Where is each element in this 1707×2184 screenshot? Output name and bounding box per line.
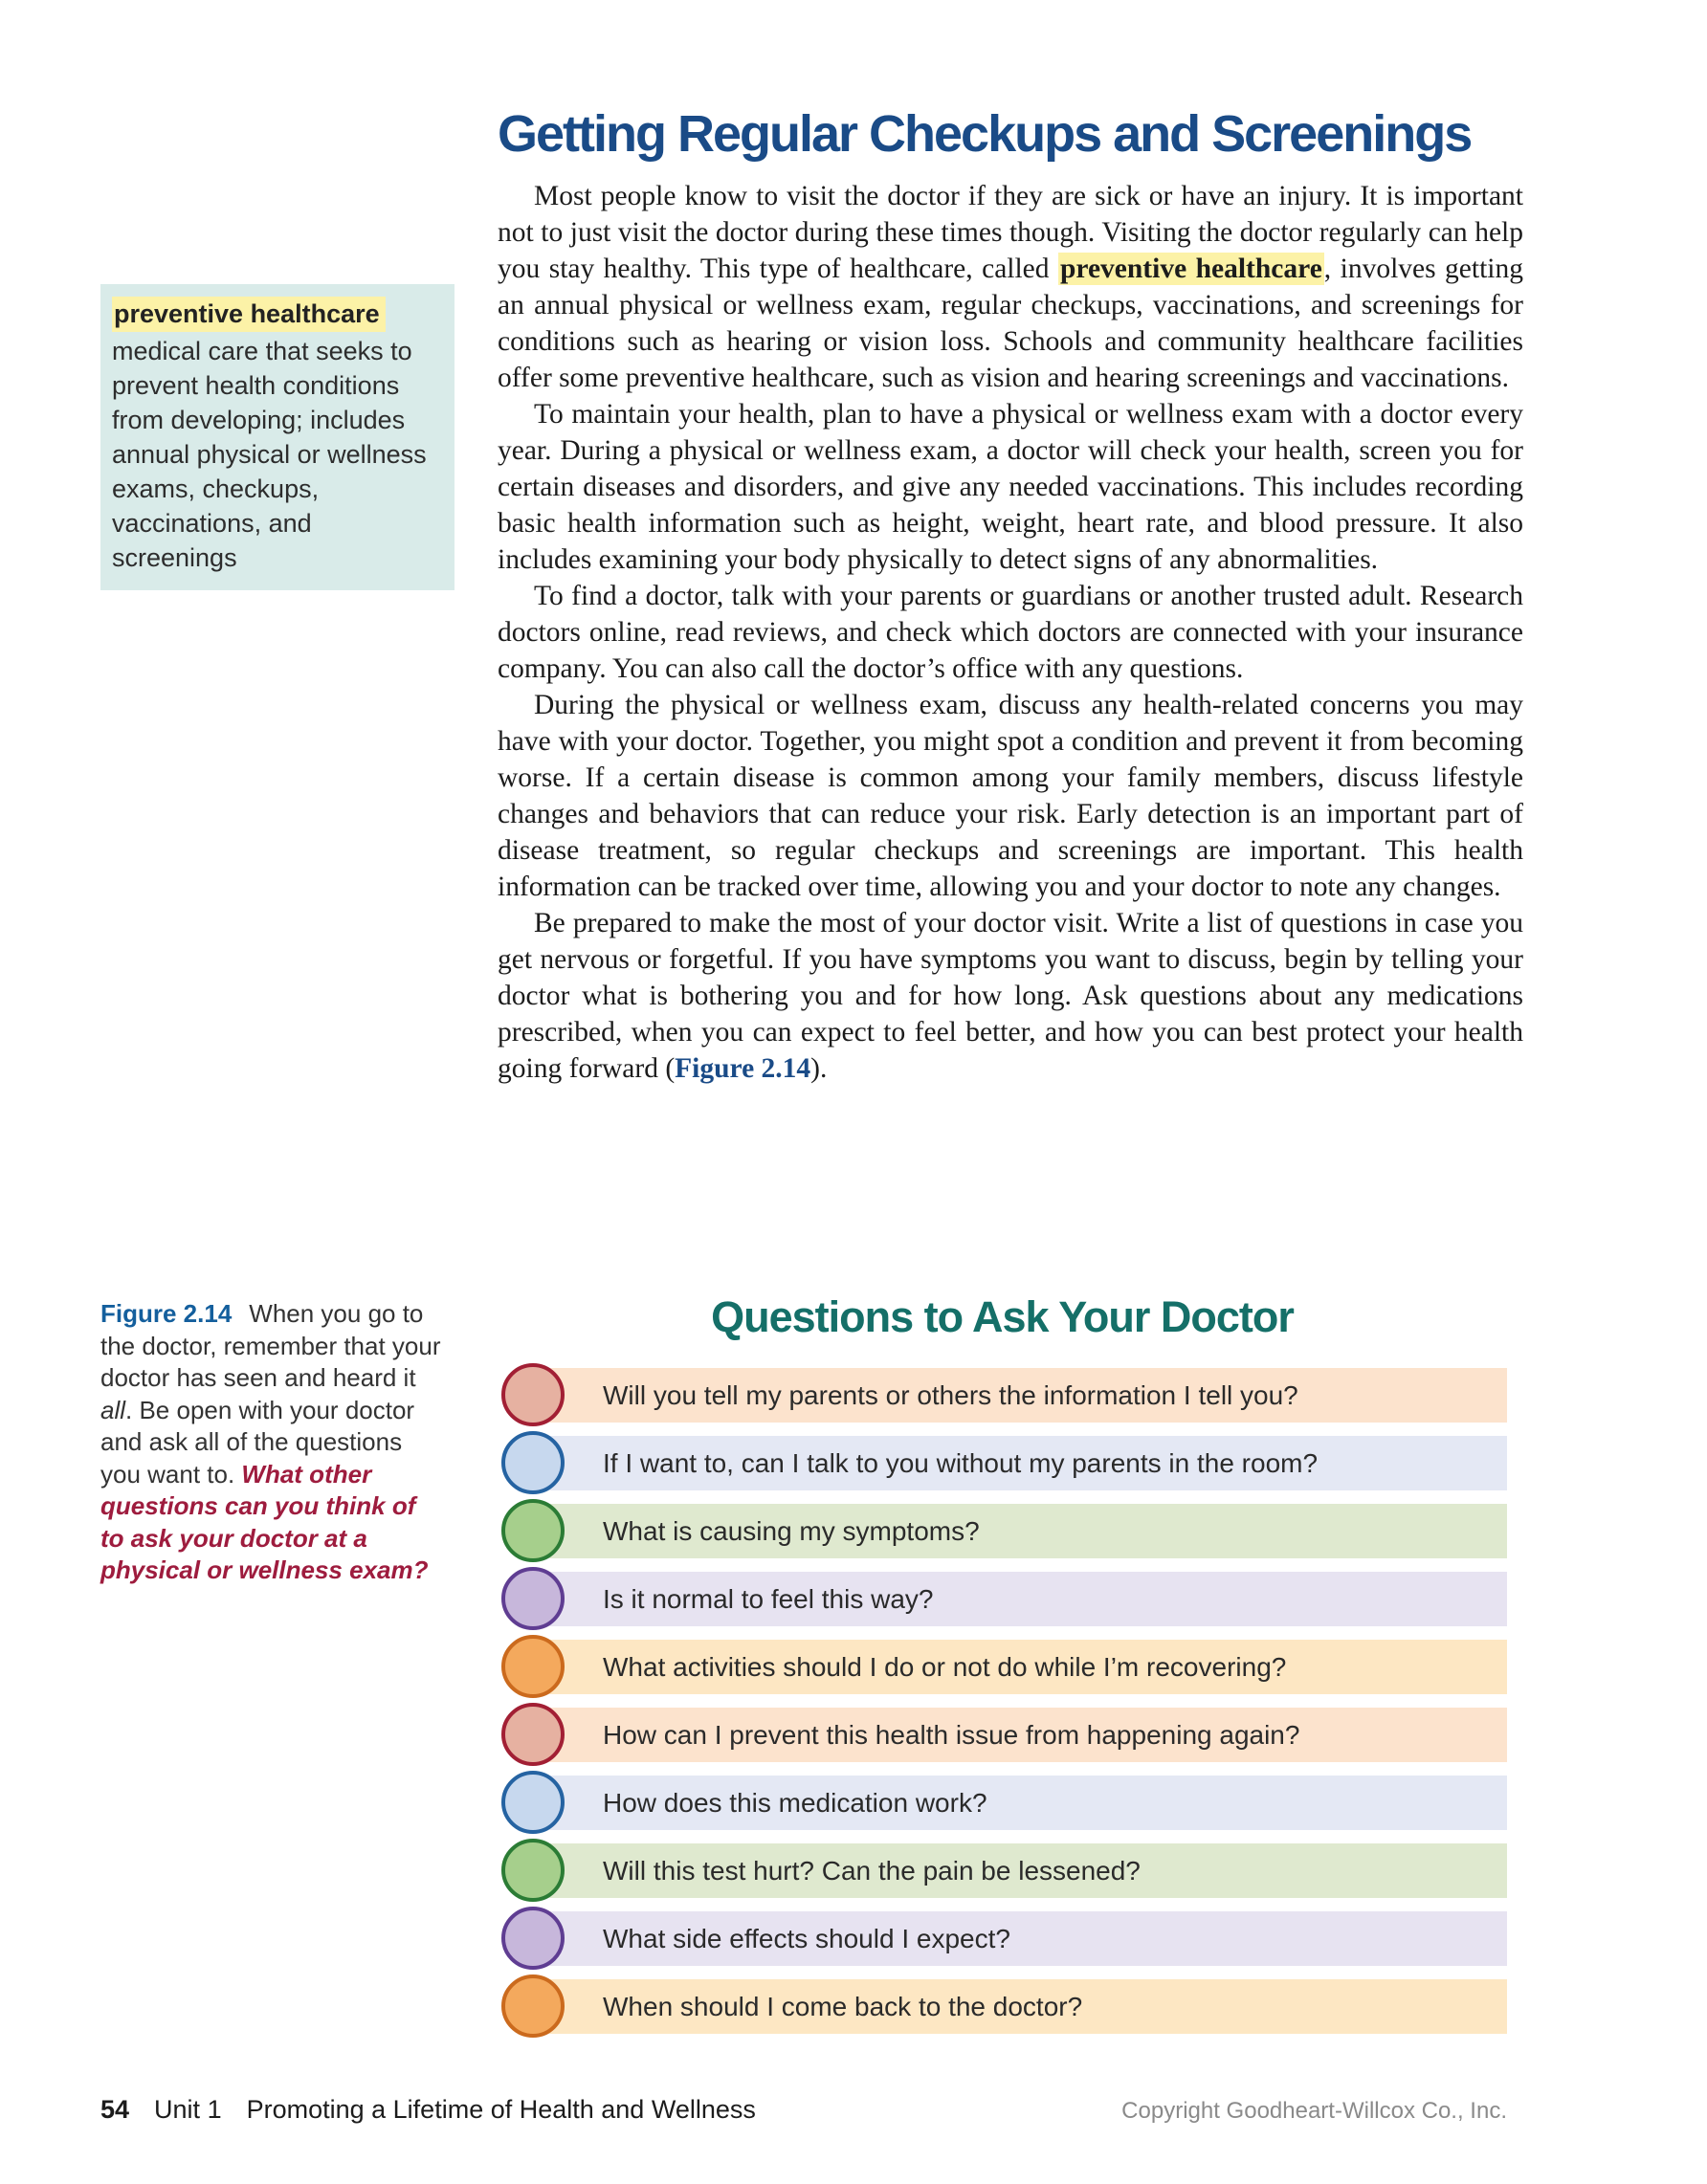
definition-text: medical care that seeks to prevent health conditions from developing; includes annual physical or wellness exams, checkups, vaccinations, and screenings	[112, 337, 427, 572]
question-row-2	[539, 1436, 1507, 1490]
question-row-8	[539, 1843, 1507, 1898]
figure-caption-italic-word: all	[100, 1395, 126, 1424]
question-row-5	[539, 1640, 1507, 1694]
definition-term: preventive healthcare	[112, 297, 386, 332]
question-row-1	[539, 1368, 1507, 1423]
question-text: When should I come back to the doctor?	[603, 1991, 1083, 2021]
bullet-circle-icon	[501, 1363, 565, 1426]
question-text: Is it normal to feel this way?	[603, 1583, 934, 1614]
bullet-circle-icon	[501, 1703, 565, 1766]
paragraph-4: During the physical or wellness exam, discuss any health-related concerns you may have with your doctor. Together, you might spot a condition and prevent it from becoming worse. If a certain disease is common among your family members, discuss lifestyle changes and behaviors that can reduce your risk. Early detection is an important part of disease treatment, so regular checkups and screenings are important. This health information can be tracked over time, allowing you and your doctor to note any changes.	[498, 690, 1523, 902]
bullet-circle-icon	[501, 1567, 565, 1630]
bullet-circle-icon	[501, 1839, 565, 1902]
question-text: What activities should I do or not do while I’m recovering?	[603, 1651, 1287, 1682]
figure-reference: Figure 2.14	[675, 1053, 811, 1084]
figure-caption-label: Figure 2.14	[100, 1299, 233, 1328]
figure-caption	[100, 1298, 441, 1587]
paragraph-3: To find a doctor, talk with your parents or guardians or another trusted adult. Research doctors online, read reviews, and check which doctors are connected with your insurance company. You can also call the doctor’s office with any questions.	[498, 581, 1523, 684]
bullet-circle-icon	[501, 1974, 565, 2038]
question-row-9	[539, 1911, 1507, 1966]
question-text: How does this medication work?	[603, 1787, 987, 1818]
paragraph-2: To maintain your health, plan to have a physical or wellness exam with a doctor every year. During a physical or wellness exam, a doctor will check your health, screen you for certain diseases and disorders, and give any needed vaccinations. This includes recording basic health information such as height, weight, heart rate, and blood pressure. It also includes examining your body physically to detect signs of any abnormalities.	[498, 399, 1523, 575]
bullet-circle-icon	[501, 1771, 565, 1834]
footer	[100, 2095, 756, 2125]
unit-title: Promoting a Lifetime of Health and Wellness	[246, 2095, 756, 2124]
copyright-text: Copyright Goodheart-Willcox Co., Inc.	[1121, 2098, 1507, 2124]
question-text: Will this test hurt? Can the pain be lessened?	[603, 1855, 1141, 1886]
question-text: What side effects should I expect?	[603, 1923, 1010, 1953]
bullet-circle-icon	[501, 1635, 565, 1698]
question-text: If I want to, can I talk to you without my parents in the room?	[603, 1447, 1319, 1478]
paragraph-5-text: Be prepared to make the most of your doctor visit. Write a list of questions in case you get nervous or forgetful. If you have symptoms you want to discuss, begin by telling your doctor what is bothering you and for how long. Ask questions about any medications prescribed, when you can expect to feel better, and how you can best protect your health going forward (	[498, 908, 1523, 1084]
page-title: Getting Regular Checkups and Screenings	[498, 105, 1472, 163]
figure-caption-text-cont: . Be open with your doctor and ask all of the questions you want to.	[100, 1395, 415, 1489]
question-text: How can I prevent this health issue from happening again?	[603, 1719, 1300, 1750]
bullet-circle-icon	[501, 1499, 565, 1562]
question-row-7	[539, 1776, 1507, 1830]
question-row-4	[539, 1572, 1507, 1626]
unit-label: Unit 1	[154, 2095, 222, 2124]
paragraph-5	[498, 905, 1523, 1087]
question-text: Will you tell my parents or others the information I tell you?	[603, 1379, 1298, 1410]
question-row-3	[539, 1504, 1507, 1558]
paragraph-5-text-cont: ).	[810, 1053, 828, 1084]
body-text-column	[498, 178, 1523, 1087]
question-text: What is causing my symptoms?	[603, 1515, 980, 1546]
figure-caption-question: What other questions can you think of to ask your doctor at a physical or wellness exam?	[100, 1459, 429, 1584]
bullet-circle-icon	[501, 1907, 565, 1970]
question-row-10	[539, 1979, 1507, 2034]
figure-caption-text: When you go to the doctor, remember that your doctor has seen and heard it	[100, 1299, 441, 1392]
bullet-circle-icon	[501, 1431, 565, 1494]
highlighted-term: preventive healthcare	[1059, 254, 1322, 284]
paragraph-1-text-cont: , involves getting an annual physical or wellness exam, regular checkups, vaccinations, and screenings for conditions such as hearing or vision loss. Schools and community healthcare facilities offer some preventive healthcare, such as vision and hearing screenings and vaccinations.	[498, 254, 1523, 393]
page-number: 54	[100, 2095, 130, 2124]
question-row-6	[539, 1708, 1507, 1762]
figure-title: Questions to Ask Your Doctor	[711, 1292, 1294, 1341]
definition-box	[100, 284, 454, 590]
paragraph-1-text: Most people know to visit the doctor if they are sick or have an injury. It is important not to just visit the doctor during these times though. Visiting the doctor regularly can help you stay healthy. This type of healthcare, called	[498, 181, 1523, 284]
paragraph-1	[498, 178, 1523, 396]
